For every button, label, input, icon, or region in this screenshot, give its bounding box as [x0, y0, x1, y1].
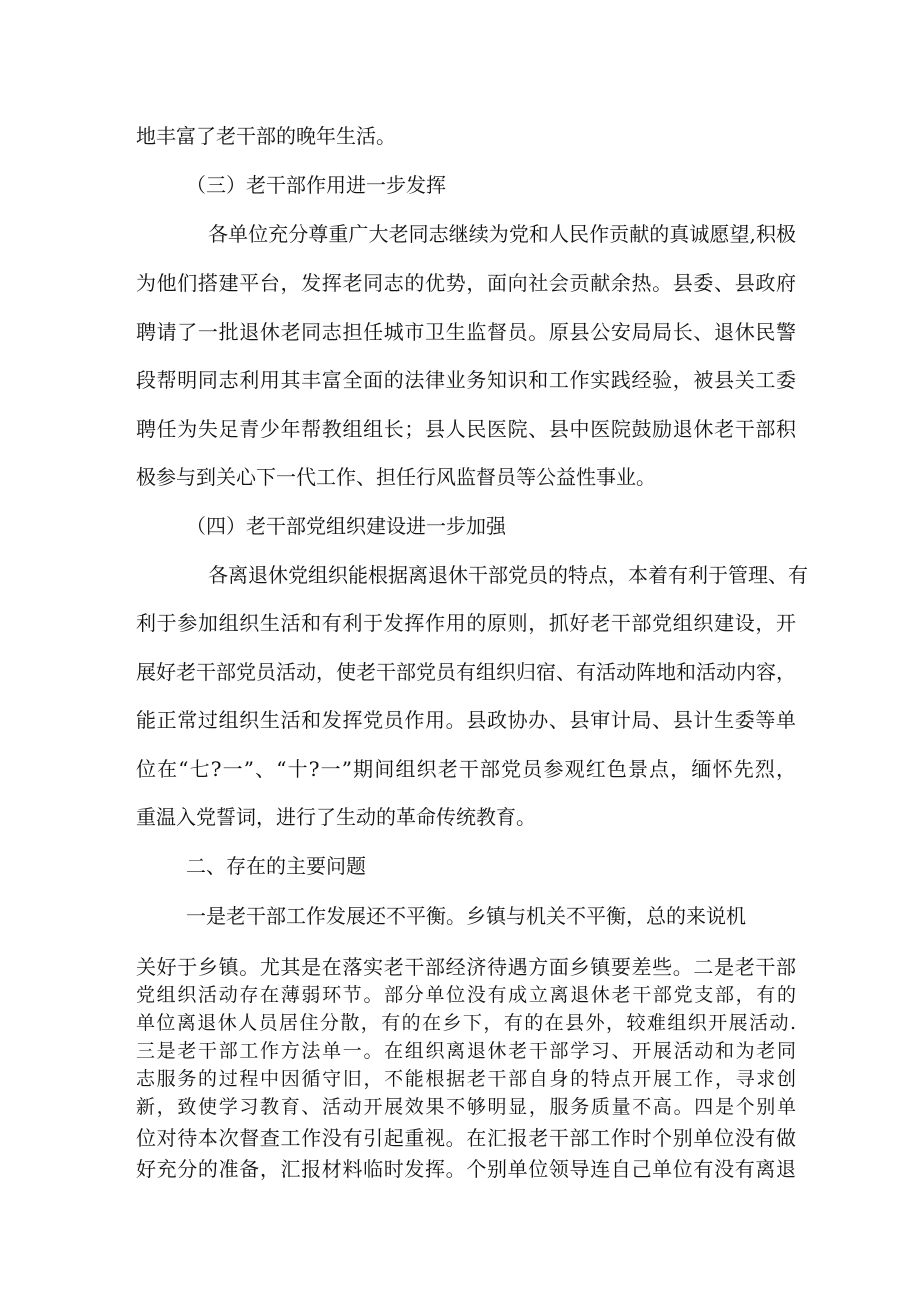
- paragraph-line: 关好于乡镇。尤其是在落实老干部经济待遇方面乡镇要差些。二是老干部: [136, 955, 796, 979]
- paragraph-line: 位在“七?一”、“十?一”期间组织老干部党员参观红色景点，缅怀先烈，: [136, 757, 796, 781]
- paragraph-line: 各单位充分尊重广大老同志继续为党和人民作贡献的真诚愿望,积极: [208, 222, 796, 246]
- paragraph-line: 三是老干部工作方法单一。在组织离退休老干部学习、开展活动和为老同: [136, 1040, 796, 1062]
- paragraph-line: 各离退休党组织能根据离退休干部党员的特点，本着有利于管理、有: [208, 563, 808, 587]
- paragraph-line: 一是老干部工作发展还不平衡。乡镇与机关不平衡，总的来说机: [186, 904, 746, 928]
- section-heading-4: （四）老干部党组织建设进一步加强: [186, 514, 506, 538]
- section-heading-3: （三）老干部作用进一步发挥: [186, 173, 446, 197]
- paragraph-line: 为他们搭建平台，发挥老同志的优势，面向社会贡献余热。县委、县政府: [136, 271, 796, 295]
- paragraph-line: 能正常过组织生活和发挥党员作用。县政协办、县审计局、县计生委等单: [136, 708, 796, 732]
- paragraph-line: 聘请了一批退休老同志担任城市卫生监督员。原县公安局局长、退休民警: [136, 320, 796, 344]
- paragraph-line: 聘任为失足青少年帮教组组长；县人民医院、县中医院鼓励退休老干部积: [136, 417, 796, 441]
- paragraph-line: 新，致使学习教育、活动开展效果不够明显，服务质量不高。四是个别单: [136, 1096, 796, 1118]
- paragraph-line: 好充分的准备，汇报材料临时发挥。个别单位领导连自己单位有没有离退: [136, 1157, 796, 1181]
- paragraph-line: 地丰富了老干部的晚年生活。: [136, 124, 396, 148]
- paragraph-line: 单位离退休人员居住分散，有的在乡下，有的在县外，较难组织开展活动.: [136, 1012, 796, 1034]
- paragraph-line: 极参与到关心下一代工作、担任行风监督员等公益性事业。: [136, 465, 656, 489]
- paragraph-line: 志服务的过程中因循守旧，不能根据老干部自身的特点开展工作，寻求创: [136, 1068, 796, 1090]
- paragraph-line: 段帮明同志利用其丰富全面的法律业务知识和工作实践经验，被县关工委: [136, 368, 796, 392]
- section-heading-2: 二、存在的主要问题: [186, 854, 366, 878]
- paragraph-line: 展好老干部党员活动，使老干部党员有组织归宿、有活动阵地和活动内容，: [136, 660, 796, 684]
- paragraph-line: 位对待本次督查工作没有引起重视。在汇报老干部工作时个别单位没有做: [136, 1126, 796, 1150]
- paragraph-line: 重温入党誓词，进行了生动的革命传统教育。: [136, 805, 536, 829]
- paragraph-line: 党组织活动存在薄弱环节。部分单位没有成立离退休老干部党支部，有的: [136, 984, 796, 1006]
- paragraph-line: 利于参加组织生活和有利于发挥作用的原则，抓好老干部党组织建设，开: [136, 611, 796, 635]
